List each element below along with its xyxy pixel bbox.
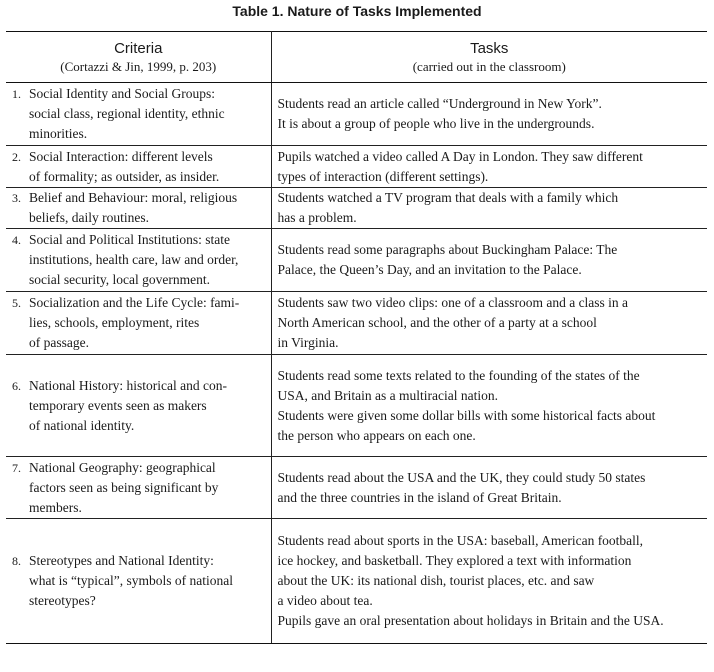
row-number: 3. bbox=[12, 191, 21, 205]
table-row bbox=[6, 519, 707, 644]
tasks-header bbox=[271, 32, 707, 83]
task-cell bbox=[271, 229, 707, 292]
row-number: 7. bbox=[12, 460, 21, 475]
criteria-line: Social Interaction: different levels bbox=[29, 148, 213, 164]
criteria-cell bbox=[6, 457, 271, 519]
task-line: types of interaction (different settings). bbox=[277, 168, 489, 184]
task-line: Students read about sports in the USA: baseball, American football, bbox=[277, 533, 644, 548]
criteria-line: of national identity. bbox=[29, 417, 135, 433]
criteria-line: National Geography: geographical bbox=[29, 459, 216, 475]
criteria-line: temporary events seen as makers bbox=[29, 397, 207, 413]
criteria-cell bbox=[6, 355, 271, 457]
criteria-line: minorities. bbox=[29, 126, 88, 141]
criteria-line: Socialization and the Life Cycle: fami- bbox=[29, 295, 240, 310]
task-cell bbox=[271, 292, 707, 355]
table-row bbox=[6, 229, 707, 292]
table-row bbox=[6, 83, 707, 146]
criteria-line: what is “typical”, symbols of national bbox=[29, 573, 233, 588]
criteria-line: stereotypes? bbox=[29, 593, 96, 608]
task-line: Pupils watched a video called A Day in London. They saw different bbox=[277, 148, 643, 164]
row-number: 4. bbox=[12, 233, 21, 247]
task-cell bbox=[271, 457, 707, 519]
table-body bbox=[6, 83, 707, 644]
criteria-header bbox=[6, 32, 271, 83]
task-line: Students read some texts related to the founding of the states of the bbox=[277, 367, 640, 383]
task-line: the person who appears on each one. bbox=[277, 427, 476, 443]
task-line: in Virginia. bbox=[277, 335, 339, 350]
criteria-line: lies, schools, employment, rites bbox=[29, 315, 200, 330]
tasks-table bbox=[6, 31, 707, 644]
criteria-cell bbox=[6, 146, 271, 188]
row-number: 6. bbox=[12, 378, 21, 393]
table-row bbox=[6, 457, 707, 519]
task-line: has a problem. bbox=[277, 210, 357, 225]
table-row bbox=[6, 292, 707, 355]
task-line: North American school, and the other of a party at a school bbox=[277, 315, 597, 330]
row-number: 5. bbox=[12, 296, 21, 310]
task-line: Students read an article called “Underground in New York”. bbox=[277, 96, 602, 111]
table-row bbox=[6, 146, 707, 188]
criteria-line: Stereotypes and National Identity: bbox=[29, 553, 214, 568]
criteria-line: Social Identity and Social Groups: bbox=[29, 86, 215, 101]
task-line: Pupils gave an oral presentation about holidays in Britain and the USA. bbox=[277, 613, 664, 628]
task-line: ice hockey, and basketball. They explored a text with information bbox=[277, 553, 632, 568]
task-line: Palace, the Queen’s Day, and an invitation to the Palace. bbox=[277, 262, 582, 277]
task-cell bbox=[271, 519, 707, 644]
task-line: about the UK: its national dish, tourist places, etc. and saw bbox=[277, 573, 595, 588]
criteria-cell bbox=[6, 83, 271, 146]
task-line: a video about tea. bbox=[277, 593, 373, 608]
task-line: Students watched a TV program that deals with a family which bbox=[277, 190, 619, 205]
task-line: It is about a group of people who live in the undergrounds. bbox=[277, 116, 595, 131]
row-number: 8. bbox=[12, 554, 21, 568]
criteria-line: of formality; as outsider, as insider. bbox=[29, 168, 220, 184]
task-cell bbox=[271, 146, 707, 188]
criteria-line: factors seen as being significant by bbox=[29, 479, 219, 495]
criteria-cell bbox=[6, 519, 271, 644]
criteria-line: beliefs, daily routines. bbox=[29, 210, 149, 225]
row-number: 2. bbox=[12, 149, 21, 164]
table-row bbox=[6, 188, 707, 229]
criteria-line: social class, regional identity, ethnic bbox=[29, 106, 225, 121]
tasks-title: Tasks bbox=[470, 40, 509, 57]
criteria-line: members. bbox=[29, 499, 82, 515]
row-number: 1. bbox=[12, 87, 21, 101]
criteria-line: institutions, health care, law and order, bbox=[29, 252, 239, 267]
task-cell bbox=[271, 188, 707, 229]
criteria-line: Social and Political Institutions: state bbox=[29, 232, 230, 247]
task-line: and the three countries in the island of Great Britain. bbox=[277, 489, 562, 505]
table-row bbox=[6, 355, 707, 457]
criteria-cell bbox=[6, 188, 271, 229]
task-line: Students read about the USA and the UK, they could study 50 states bbox=[277, 469, 646, 485]
table-caption: Table 1. Nature of Tasks Implemented bbox=[232, 3, 482, 19]
criteria-line: National History: historical and con- bbox=[29, 377, 227, 393]
task-line: Students read some paragraphs about Buckingham Palace: The bbox=[277, 242, 618, 257]
table-header-row bbox=[6, 32, 707, 83]
criteria-title: Criteria bbox=[114, 40, 163, 57]
task-cell bbox=[271, 83, 707, 146]
task-line: Students were given some dollar bills with some historical facts about bbox=[277, 407, 656, 423]
criteria-cell bbox=[6, 229, 271, 292]
criteria-line: of passage. bbox=[29, 335, 89, 350]
criteria-line: Belief and Behaviour: moral, religious bbox=[29, 190, 238, 205]
task-line: Students saw two video clips: one of a classroom and a class in a bbox=[277, 295, 629, 310]
criteria-cell bbox=[6, 292, 271, 355]
tasks-subtitle: (carried out in the classroom) bbox=[412, 59, 566, 74]
task-line: USA, and Britain as a multiracial nation. bbox=[277, 387, 498, 403]
criteria-line: social security, local government. bbox=[29, 272, 210, 287]
criteria-source: (Cortazzi & Jin, 1999, p. 203) bbox=[60, 59, 217, 74]
task-cell bbox=[271, 355, 707, 457]
